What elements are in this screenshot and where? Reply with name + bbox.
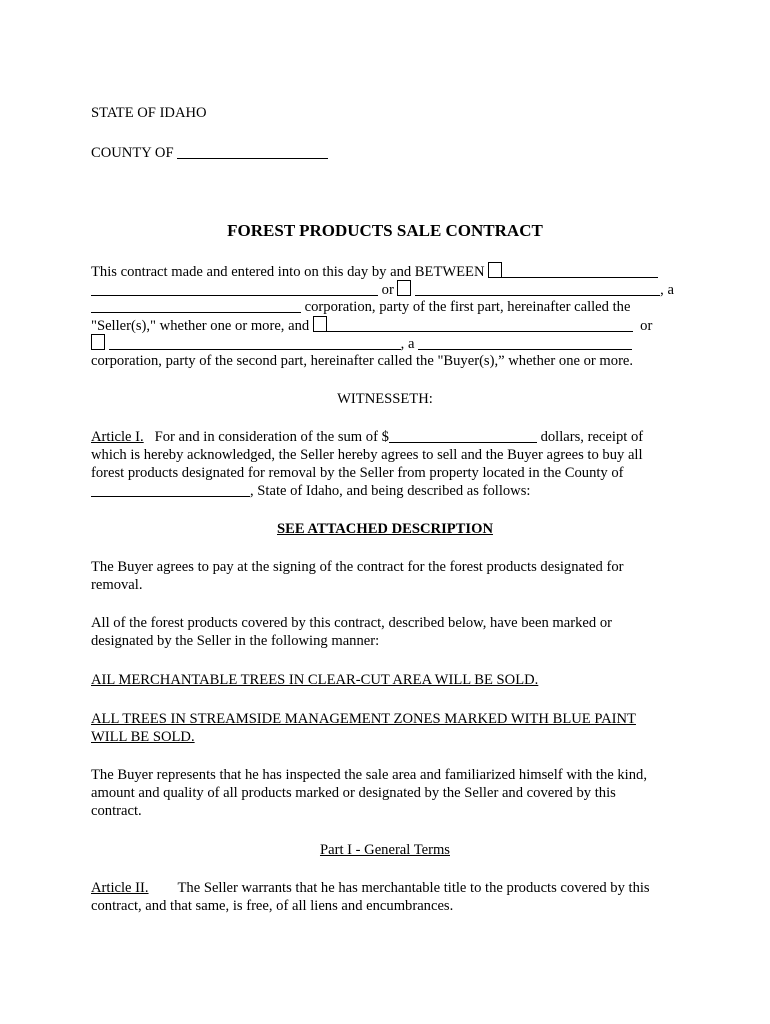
intro-text-3: corporation, party of the first part, hereinafter called the [304, 299, 631, 315]
buyer-pay-line-2: removal. [91, 577, 143, 593]
intro-text-4: "Seller(s)," whether one or more, and [91, 318, 310, 334]
intro-line-3 [91, 298, 630, 316]
article1-text-1b: dollars, receipt of [540, 429, 644, 445]
clause-stream-line-1: ALL TREES IN STREAMSIDE MANAGEMENT ZONES MARKED WITH BLUE PAINT [91, 711, 636, 727]
state-heading: STATE OF IDAHO [91, 105, 207, 121]
county-property-blank[interactable] [91, 483, 250, 497]
marked-line-1: All of the forest products covered by this contract, described below, have been marked or [91, 615, 612, 631]
seller-name-blank[interactable] [502, 264, 658, 278]
county-blank[interactable] [177, 145, 328, 159]
intro-line-4 [91, 316, 652, 335]
inspected-line-3: contract. [91, 803, 142, 819]
article1-line-3: forest products designated for removal by the Seller from property located in the County of [91, 465, 624, 481]
seller-checkbox-1[interactable] [488, 262, 502, 278]
article2-text-1: The Seller warrants that he has merchantable title to the products covered by this [177, 880, 650, 896]
buyer-name-blank[interactable] [327, 318, 633, 332]
a-text-2: , a [400, 336, 415, 352]
county-label: COUNTY OF [91, 145, 174, 161]
seller-name-blank-2[interactable] [91, 282, 378, 296]
intro-line-6: corporation, party of the second part, hereinafter called the "Buyer(s),” whether one or more. [91, 353, 634, 369]
seller-entity-blank[interactable] [415, 282, 660, 296]
buyer-checkbox-2[interactable] [91, 334, 105, 350]
sum-amount-blank[interactable] [389, 429, 537, 443]
seller-checkbox-2[interactable] [397, 280, 411, 296]
seller-state-blank[interactable] [91, 299, 301, 313]
or-text-2: or [640, 318, 653, 334]
clause-clearcut: AIL MERCHANTABLE TREES IN CLEAR-CUT AREA WILL BE SOLD. [91, 672, 539, 688]
part1-heading [0, 841, 770, 859]
marked-line-2: designated by the Seller in the following manner: [91, 633, 380, 649]
part1-text: Part I - General Terms [319, 842, 450, 858]
article2-line-1 [91, 879, 650, 897]
buyer-checkbox-1[interactable] [313, 316, 327, 332]
article1-label: Article I. [91, 429, 144, 445]
article1-text-1a: For and in consideration of the sum of $ [154, 429, 389, 445]
article1-line-4 [91, 482, 530, 500]
intro-line-2 [91, 280, 674, 299]
article2-label: Article II. [91, 880, 149, 896]
inspected-line-1: The Buyer represents that he has inspected the sale area and familiarized himself with the kind, [91, 767, 647, 783]
or-text-1: or [381, 282, 394, 298]
a-text-1: , a [660, 282, 674, 298]
buyer-state-blank[interactable] [418, 336, 632, 350]
buyer-pay-line-1: The Buyer agrees to pay at the signing of the contract for the forest products designated for [91, 559, 624, 575]
article1-text-4: , State of Idaho, and being described as follows: [250, 483, 531, 499]
contract-title: FOREST PRODUCTS SALE CONTRACT [227, 221, 543, 240]
intro-text-1: This contract made and entered into on this day by and BETWEEN [91, 264, 485, 280]
inspected-line-2: amount and quality of all products marked or designated by the Seller and covered by this [91, 785, 616, 801]
see-attached-heading [0, 520, 770, 538]
witnesseth-heading: WITNESSETH: [337, 391, 433, 407]
article1-line-2: which is hereby acknowledged, the Seller hereby agrees to sell and the Buyer agrees to buy all [91, 447, 643, 463]
article1-line-1 [91, 428, 643, 446]
article2-line-2: contract, and that same, is free, of all liens and encumbrances. [91, 898, 454, 914]
buyer-entity-blank[interactable] [109, 336, 401, 350]
county-line [91, 144, 328, 162]
see-attached-text: SEE ATTACHED DESCRIPTION [277, 521, 493, 537]
clause-stream-line-2: WILL BE SOLD. [91, 729, 195, 745]
intro-line-5 [91, 334, 632, 353]
intro-line-1 [91, 262, 658, 281]
